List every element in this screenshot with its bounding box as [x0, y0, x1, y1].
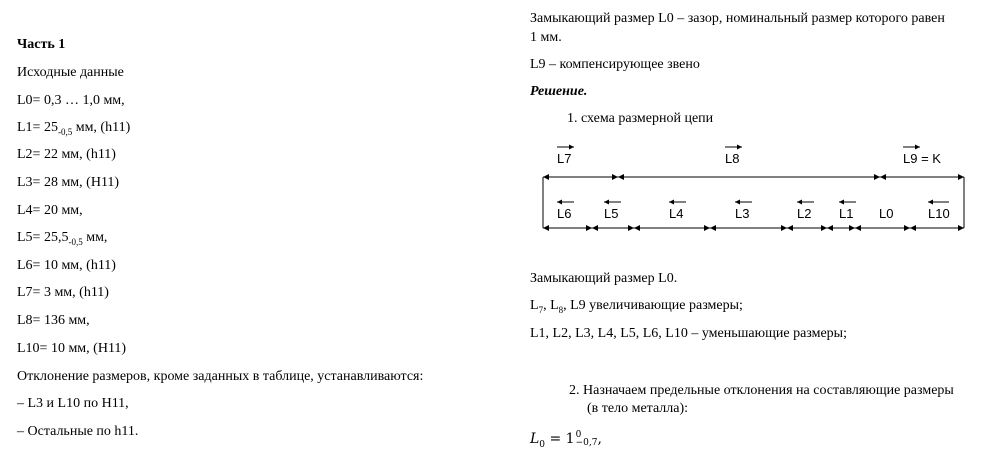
param-l4: L4= 20 мм, — [17, 203, 83, 218]
decreasing-sizes: L1, L2, L3, L4, L5, L6, L10 – уменьшающие размеры; — [530, 326, 847, 341]
param-l2: L2= 22 мм, (h11) — [17, 147, 116, 162]
part-heading: Часть 1 — [17, 37, 66, 52]
rule-h11-lower: – Остальные по h11. — [17, 424, 139, 439]
label-l5: L5 — [604, 206, 619, 221]
label-l0: L0 — [879, 206, 894, 221]
label-l10: L10 — [928, 206, 950, 221]
label-l7: L7 — [557, 151, 572, 166]
param-l6: L6= 10 мм, (h11) — [17, 258, 116, 273]
formula-l0: $L_0 = 1$ 0 −0,7 , — [530, 430, 602, 450]
label-l9: L9 = K — [903, 151, 941, 166]
step-2-subtitle: (в тело металла): — [587, 401, 689, 416]
label-l8: L8 — [725, 151, 740, 166]
param-l3: L3= 28 мм, (H11) — [17, 175, 120, 190]
closing-size-description: Замыкающий размер L0 – зазор, номинальный размер которого равен — [530, 11, 945, 26]
compensating-link: L9 – компенсирующее звено — [530, 57, 700, 72]
increasing-sizes: $L_7$, $L_8$, L9 увеличивающие размеры; — [530, 298, 743, 315]
closing-size-description-cont: 1 мм. — [530, 30, 562, 45]
closing-size-statement: Замыкающий размер L0. — [530, 271, 678, 286]
param-l5: $L5= 25,5_{-0,5}$ мм, — [17, 230, 108, 247]
label-l4: L4 — [669, 206, 684, 221]
dimension-chain-diagram — [530, 140, 970, 240]
rule-h11-upper: – L3 и L10 по H11, — [17, 396, 129, 411]
param-l0: L0= 0,3 … 1,0 мм, — [17, 93, 125, 108]
solution-heading: Решение. — [530, 84, 588, 99]
source-data-title: Исходные данные — [17, 65, 124, 80]
label-l3: L3 — [735, 206, 750, 221]
deviation-note: Отклонение размеров, кроме заданных в таблице, устанавливаются: — [17, 369, 424, 384]
param-l1: $L1= 25_{-0,5}$ мм, (h11) — [17, 120, 131, 137]
label-l6: L6 — [557, 206, 572, 221]
param-l10: L10= 10 мм, (H11) — [17, 341, 127, 356]
param-l8: L8= 136 мм, — [17, 313, 90, 328]
label-l2: L2 — [797, 206, 812, 221]
step-1-title: 1. схема размерной цепи — [567, 111, 714, 126]
param-l7: L7= 3 мм, (h11) — [17, 285, 109, 300]
step-2-title: 2. Назначаем предельные отклонения на составляющие размеры — [569, 383, 954, 398]
label-l1: L1 — [839, 206, 854, 221]
